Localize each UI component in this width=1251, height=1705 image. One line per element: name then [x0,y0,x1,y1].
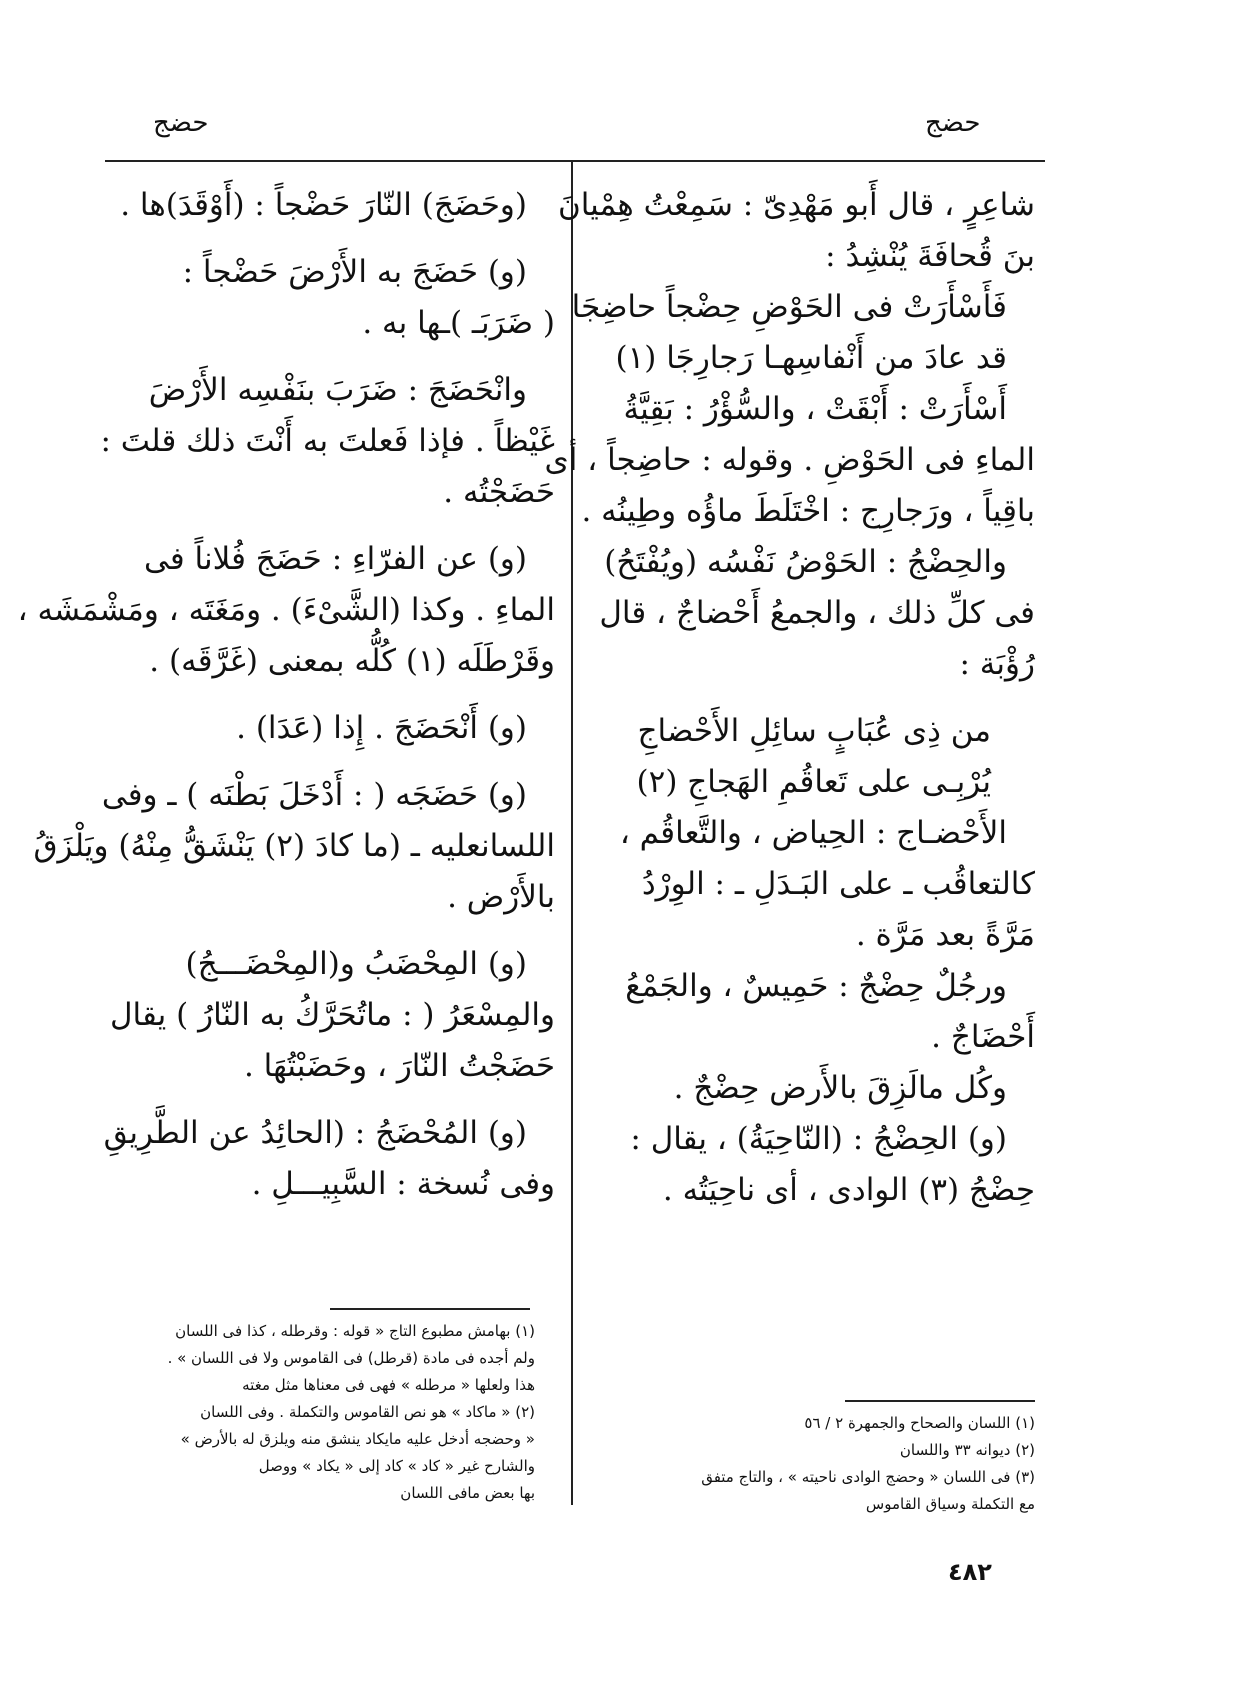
footnote-line: (٢) ديوانه ٣٣ واللسان [899,1441,1035,1459]
footnotes-left [110,1318,535,1507]
footnote-line: والشارح غير « كاد » كاد إلى « يكاد » ووصل [258,1457,535,1475]
running-header-right: حضج [925,108,981,138]
text-line: مَرَّةً بعد مَرَّة . [855,917,1035,953]
right-column [544,180,1035,1216]
text-line: (و) المِحْضَبُ و(المِحْضَـــجُ) [185,946,527,982]
verse-line: فَأَسْأَرَتْ فى الحَوْضِ حِضْجاً حاضِجَا [571,289,1007,325]
text-line: فى كلِّ ذلك ، والجمعُ أَحْضاجٌ ، قال [599,595,1035,631]
footnote-rule-left [330,1308,530,1310]
text-line: شاعِرٍ ، قال أَبو مَهْدِىّ : سَمِعْتُ هِمْيانَ [557,187,1035,223]
text-line: حِضْجُ (٣) الوادى ، أى ناحِيَتُه . [662,1172,1035,1208]
text-line: وكُل مالَزِقَ بالأَرض حِضْجٌ . [673,1070,1007,1106]
verse-line: يُرْبِـى على تَعاقُمِ الهَجاجِ (٢) [636,764,991,800]
text-line: الماءِ . وكذا (الشَّىْءَ) . ومَغَتَه ، ومَشْمَشَه ، [17,592,555,628]
footnote-line: هذا ولعلها « مرطله » فهى فى معناها مثل مغته [242,1376,535,1394]
footnote-line: (١) اللسان والصحاح والجمهرة ٢ / ٥٦ [804,1414,1035,1432]
text-line: حَضَجْتُه . [443,474,555,510]
text-line: بالأَرْض . [447,879,555,915]
text-line: وانْحَضَجَ : ضَرَبَ بنَفْسِه الأَرْضَ [148,372,527,408]
footnote-line: ولم أجده فى مادة (قرطل) فى القاموس ولا فى اللسان » . [167,1349,535,1367]
footnote-line: (٢) « ماكاد » هو نص القاموس والتكملة . وفى اللسان [200,1403,535,1421]
text-line: وقَرْطَلَه (١) كُلُّه بمعنى (غَرَّقَه) . [149,643,555,679]
header-rule [105,160,1045,162]
text-line: الماءِ فى الحَوْضِ . وقوله : حاضِجاً ، أى [544,442,1035,478]
text-line: وفى نُسخة : السَّبِيـــلِ . [251,1166,555,1202]
footnote-line: (١) بهامش مطبوع التاج « قوله : وقرطله ، كذا فى اللسان [175,1322,535,1340]
text-line: أَحْضَاجٌ . [931,1019,1035,1055]
text-line: (و) عن الفرّاءِ : حَضَجَ فُلاناً فى [144,541,527,577]
text-line: بنَ قُحافَةَ يُنْشِدُ : [825,238,1035,274]
footnote-line: « وحضجه أدخل عليه مايكاد ينشق منه ويلزق له بالأرض » [180,1430,535,1448]
text-line: (و) حَضَجَه ( : أَدْخَلَ بَطْنَه ) ـ وفى [101,777,527,813]
column-divider [571,162,573,1505]
text-line: ( ضَرَبَـ )ـها به . [362,305,555,341]
text-line: غَيْظاً . فإذا فَعلتَ به أَنْتَ ذلك قلتَ : [100,423,555,459]
text-line: (و) حَضَجَ به الأَرْضَ حَضْجاً : [182,254,527,290]
text-line: (وحَضَجَ) النّارَ حَضْجاً : (أَوْقَدَ)ها . [120,187,527,223]
footnote-line: بها بعض مافى اللسان [400,1484,535,1502]
text-line: والمِسْعَرُ ( : ماتُحَرَّكُ به النّارُ ) يقال [110,997,555,1033]
text-line: (و) المُحْضَجُ : (الحائِدُ عن الطَّرِيقِ [103,1115,527,1151]
verse-line: من ذِى عُبَابٍ سائِلِ الأَحْضاجِ [637,713,991,749]
running-header-left: حضج [153,108,209,138]
verse-line: قد عادَ من أَنْفاسِهـا رَجارِجَا (١) [615,340,1007,376]
footnote-line: مع التكملة وسياق القاموس [865,1495,1035,1513]
text-line: ورجُلٌ حِضْجٌ : حَمِيسٌ ، والجَمْعُ [625,968,1007,1004]
text-line: (و) الحِضْجُ : (النّاحِيَةُ) ، يقال : [630,1121,1007,1157]
footnote-line: (٣) فى اللسان « وحضج الوادى ناحيته » ، والتاج متفق [701,1468,1035,1486]
text-line: حَضَجْتُ النّارَ ، وحَضَبْتُهَا . [243,1048,555,1084]
text-line: كالتعاقُب ـ على البَـدَلِ ـ : الوِرْدُ [641,866,1035,902]
text-line: الأَحْضـاج : الحِياض ، والتَّعاقُم ، [619,815,1007,851]
footnote-rule-right [845,1400,1035,1402]
text-line: اللسانعليه ـ (ما كادَ (٢) يَنْشَقُّ مِنْهُ) ويَلْزَقُ [33,828,555,864]
text-line: باقِياً ، ورَجارِج : اخْتَلَطَ ماؤُه وطِينُه . [581,493,1035,529]
text-line: أَسْأَرَتْ : أَبْقَتْ ، والسُّؤْرُ : بَقِيَّةُ [623,391,1007,427]
text-line: (و) أَنْحَضَجَ . إِذا (عَدَا) . [236,710,527,746]
text-line: رُؤْبَة : [959,646,1035,682]
text-line: والحِضْجُ : الحَوْضُ نَفْسُه (ويُفْتَحُ) [604,544,1007,580]
left-column [17,180,555,1210]
footnotes-right [600,1410,1035,1518]
page-number: ٤٨٢ [948,1558,992,1586]
